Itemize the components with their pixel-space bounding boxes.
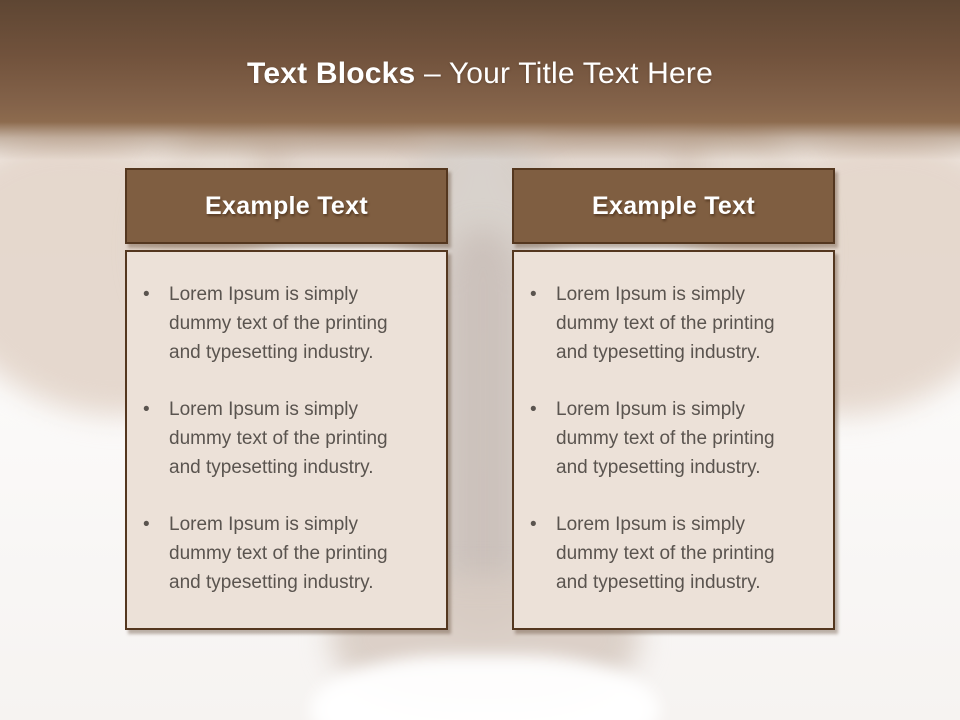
card-1-body [125,250,448,630]
bullet-line: dummy text of the printing [169,543,388,564]
text-block-card-1 [125,168,448,630]
bullet-line: and typesetting industry. [556,457,761,478]
bullet-line: and typesetting industry. [556,572,761,593]
bullet-item [530,280,825,367]
bullet-line: dummy text of the printing [556,543,775,564]
bullet-marker: • [530,399,537,420]
figure-spine-shape [448,230,518,630]
bullet-line: Lorem Ipsum is simply [169,284,358,305]
bullet-line: dummy text of the printing [556,428,775,449]
bullet-line: dummy text of the printing [169,313,388,334]
bullet-line: Lorem Ipsum is simply [169,514,358,535]
bullet-line: and typesetting industry. [556,342,761,363]
bullet-marker: • [530,514,537,535]
bullet-marker: • [143,399,150,420]
bullet-item [530,510,825,597]
bullet-line: and typesetting industry. [169,572,374,593]
bullet-item [530,395,825,482]
bullet-text [556,280,825,367]
card-1-header [125,168,448,244]
card-1-bullet-list [143,280,438,597]
bullet-text [556,510,825,597]
bullet-line: Lorem Ipsum is simply [556,514,745,535]
bullet-text [556,395,825,482]
bullet-text [169,510,438,597]
bullet-marker: • [530,284,537,305]
bullet-marker: • [143,514,150,535]
bullet-line: and typesetting industry. [169,457,374,478]
bullet-text [169,280,438,367]
card-2-body [512,250,835,630]
card-2-header-label: Example Text [592,191,755,220]
card-2-bullet-list [530,280,825,597]
card-2-header [512,168,835,244]
bullet-line: dummy text of the printing [556,313,775,334]
slide-title-subtitle: – Your Title Text Here [415,57,713,90]
bullet-text [169,395,438,482]
bullet-line: Lorem Ipsum is simply [556,284,745,305]
bullet-line: dummy text of the printing [169,428,388,449]
bullet-marker: • [143,284,150,305]
bullet-item [143,280,438,367]
slide-title [0,52,960,96]
title-banner [0,0,960,160]
bullet-line: and typesetting industry. [169,342,374,363]
bullet-line: Lorem Ipsum is simply [556,399,745,420]
slide-title-emphasis: Text Blocks [247,57,416,90]
text-block-card-2 [512,168,835,630]
card-1-header-label: Example Text [205,191,368,220]
bullet-item [143,510,438,597]
bullet-line: Lorem Ipsum is simply [169,399,358,420]
bullet-item [143,395,438,482]
